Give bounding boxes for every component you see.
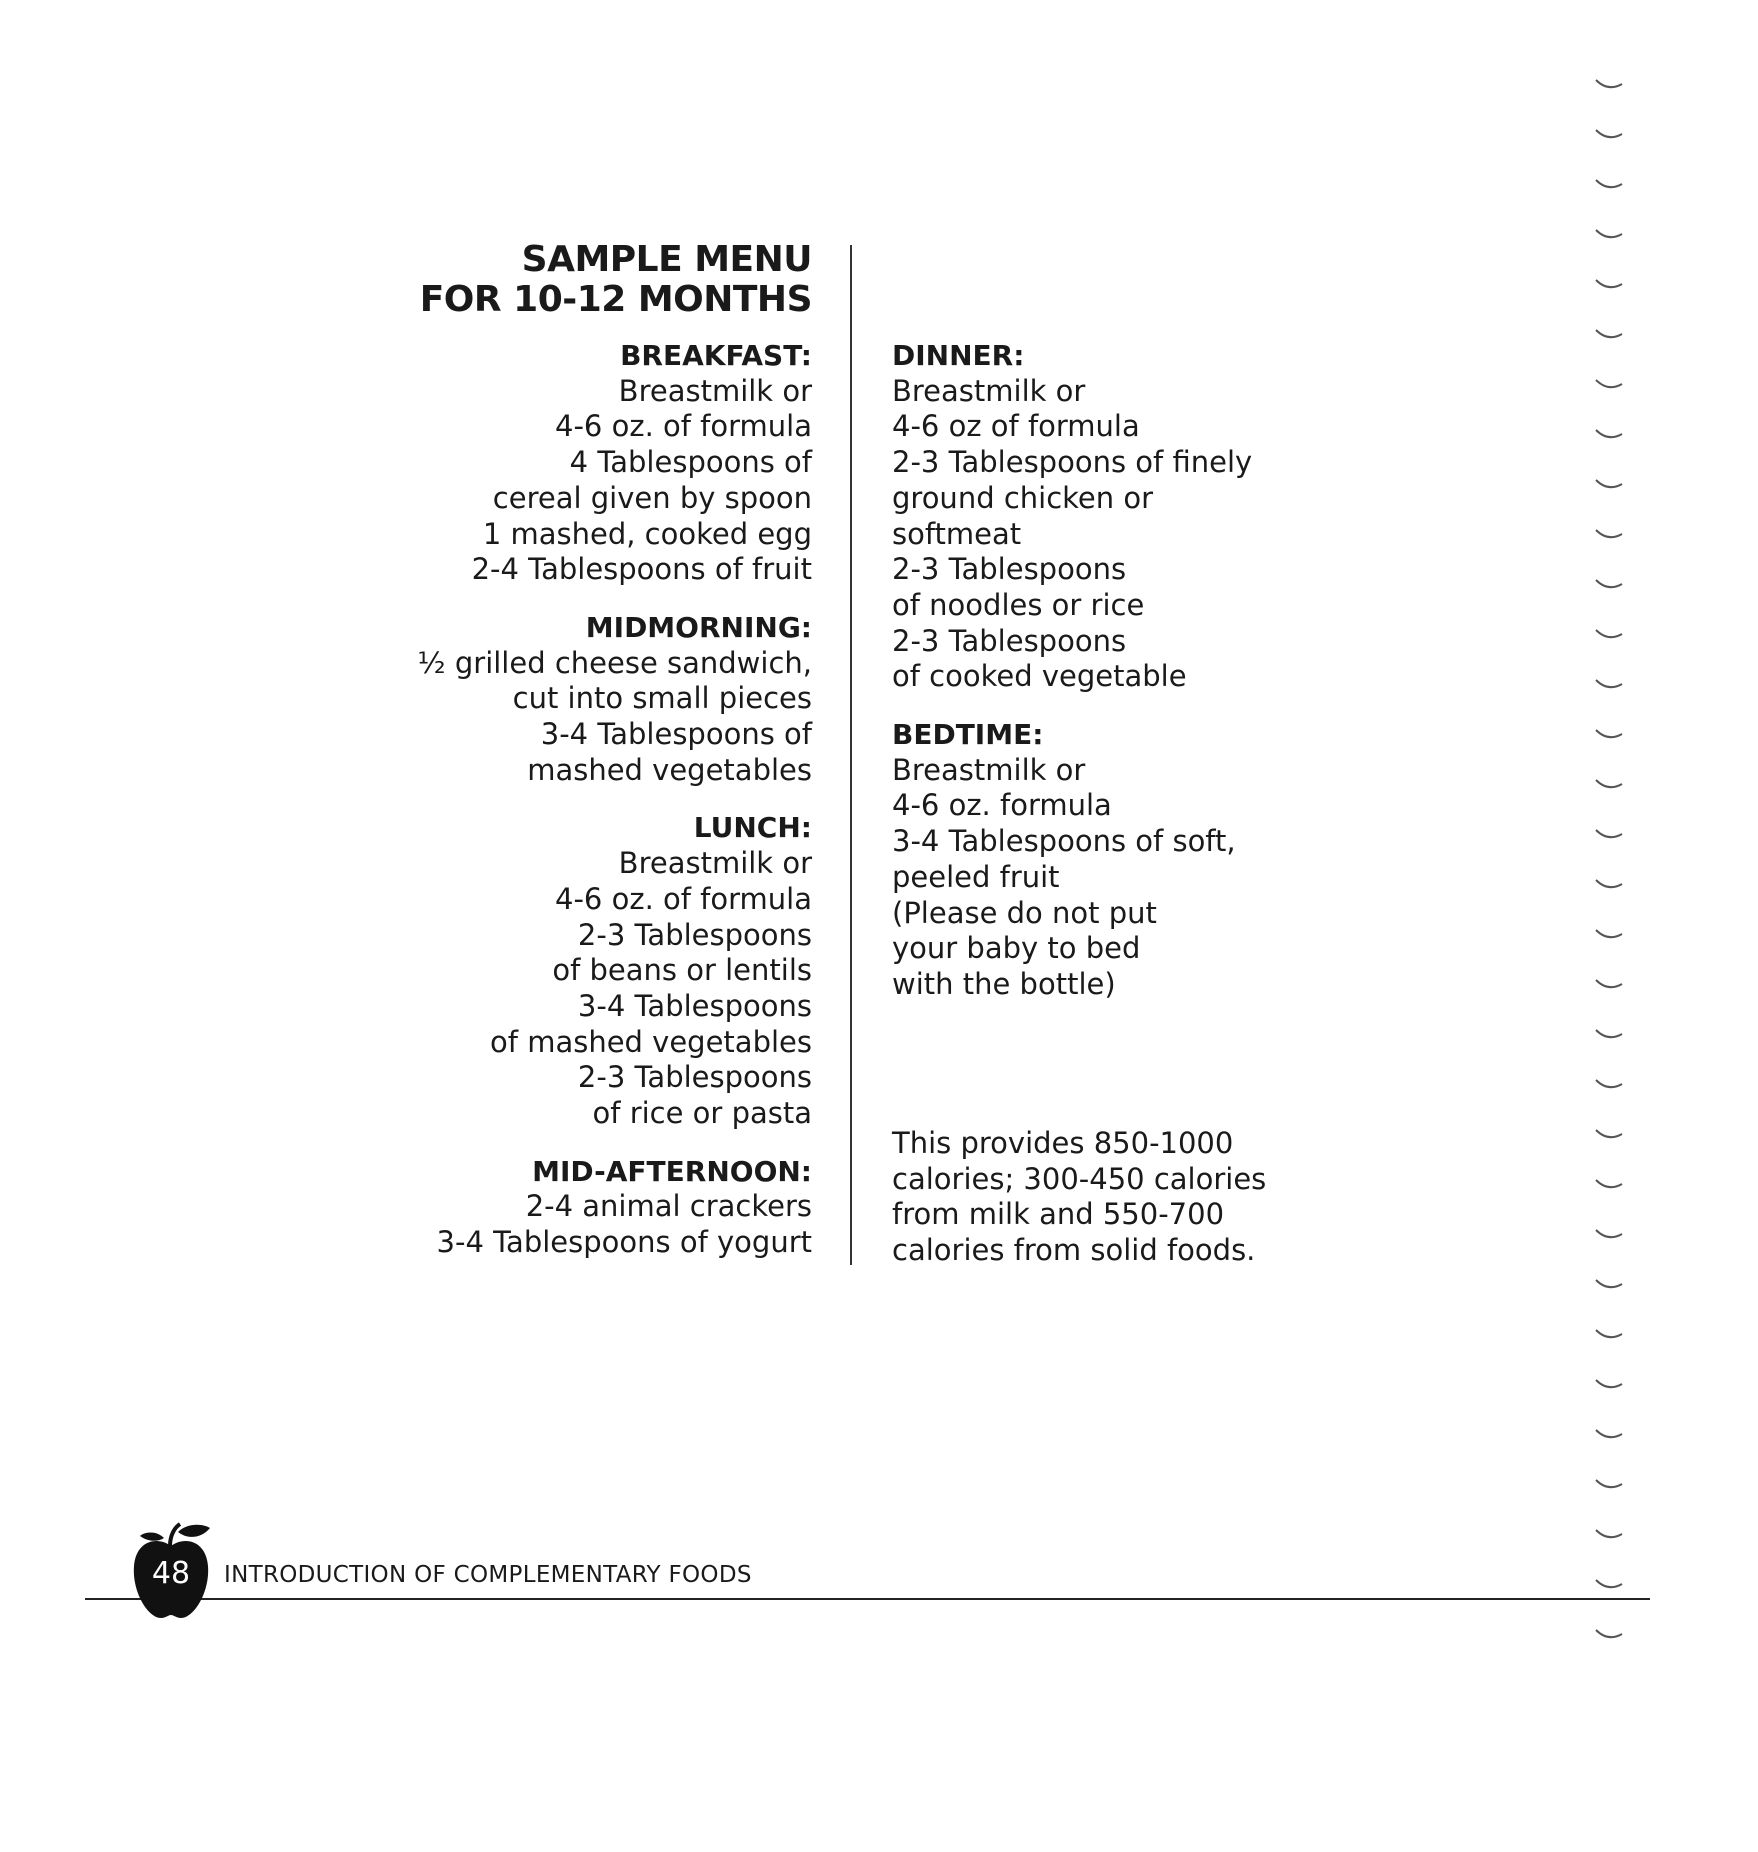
section-bedtime (892, 717, 1372, 1003)
left-column (292, 338, 812, 1283)
section-heading: BREAKFAST: (620, 339, 812, 372)
section-midmorning (292, 610, 812, 789)
menu-line: 4-6 oz. of formula (555, 881, 812, 916)
menu-line: of mashed vegetables (490, 1024, 812, 1059)
section-breakfast (292, 338, 812, 588)
menu-line: 4-6 oz. formula (892, 788, 1112, 823)
menu-line: cereal given by spoon (492, 480, 812, 515)
page-title (420, 240, 812, 320)
right-column (892, 338, 1372, 1025)
menu-line: 2-3 Tablespoons of finely (892, 445, 1253, 480)
menu-line: 2-3 Tablespoons (577, 1060, 812, 1095)
column-divider (850, 245, 852, 1265)
section-mid-afternoon (292, 1154, 812, 1261)
footer-title: INTRODUCTION OF COMPLEMENTARY FOODS (224, 1562, 752, 1588)
menu-line: 2-4 Tablespoons of fruit (471, 552, 812, 587)
menu-line: 2-4 animal crackers (525, 1189, 812, 1224)
menu-line: Breastmilk or (618, 373, 812, 408)
menu-line: 4-6 oz of formula (892, 409, 1140, 444)
section-dinner (892, 338, 1372, 695)
menu-line: 2-3 Tablespoons (577, 917, 812, 952)
menu-line: mashed vegetables (527, 752, 812, 787)
menu-line: (Please do not put (892, 895, 1157, 930)
section-heading: DINNER: (892, 339, 1025, 372)
menu-line: with the bottle) (892, 966, 1116, 1001)
note-line: from milk and 550-700 (892, 1197, 1225, 1232)
menu-line: Breastmilk or (892, 752, 1086, 787)
section-heading: MIDMORNING: (585, 610, 812, 644)
title-line-1: SAMPLE MENU (521, 239, 812, 280)
note-line: calories; 300-450 calories (892, 1161, 1267, 1196)
menu-line: 1 mashed, cooked egg (482, 516, 812, 551)
menu-line: 3-4 Tablespoons of yogurt (436, 1225, 812, 1260)
menu-line: ½ grilled cheese sandwich, (417, 645, 812, 680)
menu-line: cut into small pieces (512, 681, 812, 716)
section-heading: LUNCH: (693, 811, 812, 845)
menu-line: 3-4 Tablespoons of (540, 717, 812, 752)
menu-line: 3-4 Tablespoons of soft, (892, 824, 1236, 859)
menu-line: 3-4 Tablespoons (577, 988, 812, 1023)
calorie-note (892, 1126, 1266, 1269)
spiral-binding (1590, 40, 1630, 1660)
section-lunch (292, 810, 812, 1131)
note-line: This provides 850-1000 (892, 1126, 1234, 1160)
footer-rule (85, 1598, 1650, 1600)
section-heading: BEDTIME: (892, 718, 1044, 752)
page-number: 48 (151, 1556, 191, 1591)
menu-line: Breastmilk or (892, 373, 1086, 408)
section-heading: MID-AFTERNOON: (532, 1154, 812, 1188)
title-line-2: FOR 10-12 MONTHS (419, 279, 812, 320)
menu-line: 4 Tablespoons of (569, 445, 812, 480)
menu-line: of cooked vegetable (892, 659, 1187, 694)
menu-line: of rice or pasta (592, 1096, 812, 1131)
menu-line: 2-3 Tablespoons (892, 552, 1127, 587)
menu-line: Breastmilk or (618, 846, 812, 881)
menu-line: 2-3 Tablespoons (892, 623, 1127, 658)
menu-line: of noodles or rice (892, 587, 1145, 622)
menu-line: ground chicken or (892, 480, 1154, 515)
menu-line: 4-6 oz. of formula (555, 409, 812, 444)
note-line: calories from solid foods. (892, 1233, 1256, 1268)
menu-line: peeled fruit (892, 859, 1060, 894)
menu-line: your baby to bed (892, 931, 1141, 966)
menu-line: of beans or lentils (552, 953, 812, 988)
menu-line: softmeat (892, 516, 1022, 551)
